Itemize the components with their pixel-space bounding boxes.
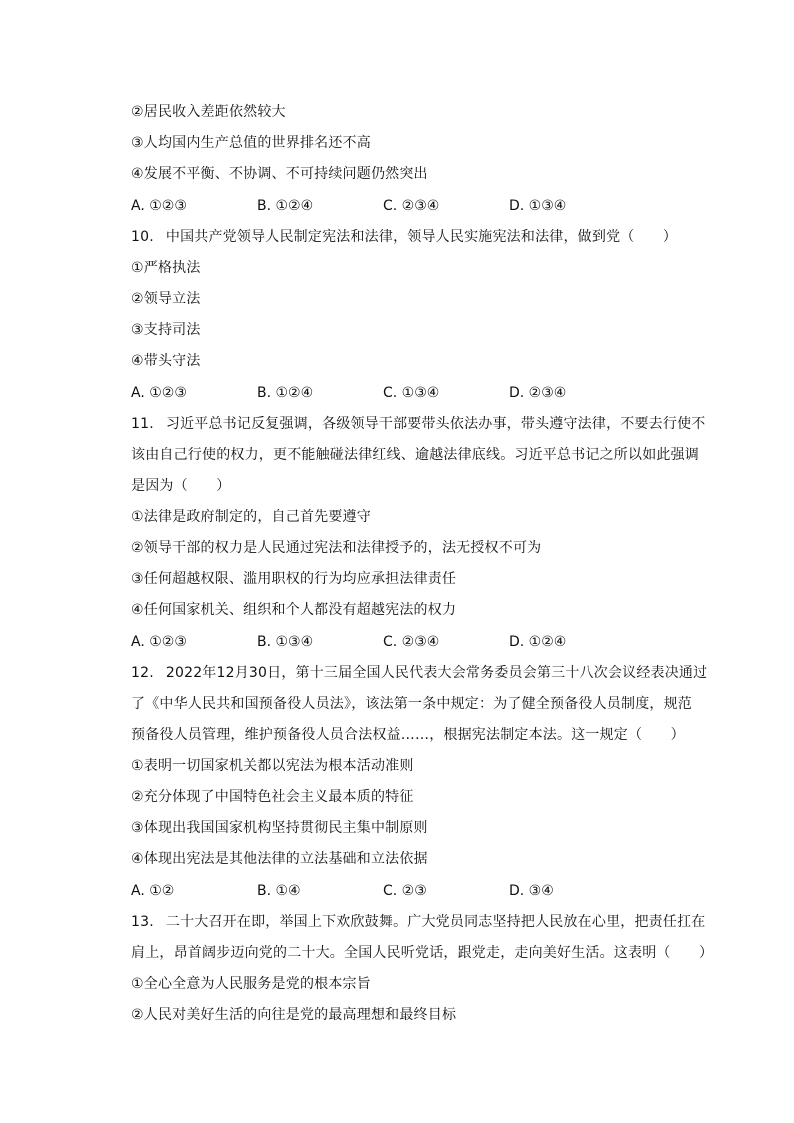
q12-stem-text-1: 2022年12月30日，第十三届全国人民代表大会常务委员会第三十八次会议经表决通过 — [165, 665, 708, 681]
q12-choice-a[interactable]: A. ①② — [131, 883, 175, 899]
q13-stem-line-2: 肩上，昂首阔步迈向党的二十大。全国人民听党话，跟党走，走向美好生活。这表明（ ） — [131, 945, 714, 961]
q9-option-3: ③人均国内生产总值的世界排名还不高 — [131, 135, 371, 151]
q11-option-1: ①法律是政府制定的，自己首先要遵守 — [131, 509, 371, 525]
q12-number: 12. — [131, 665, 154, 681]
q10-choice-c[interactable]: C. ①③④ — [383, 385, 440, 401]
q11-option-4: ④任何国家机关、组织和个人都没有超越宪法的权力 — [131, 602, 457, 618]
q9-choice-a[interactable]: A. ①②③ — [131, 198, 187, 214]
q12-stem-line-2: 了《中华人民共和国预备役人员法》，该法第一条中规定：为了健全预备役人员制度，规范 — [131, 696, 692, 712]
q10-stem-text: 中国共产党领导人民制定宪法和法律，领导人民实施宪法和法律，做到党（ ） — [165, 229, 678, 245]
q13-option-2: ②人民对美好生活的向往是党的最高理想和最终目标 — [131, 1007, 457, 1023]
q12-choice-c[interactable]: C. ②③ — [383, 883, 427, 899]
q11-option-2: ②领导干部的权力是人民通过宪法和法律授予的，法无授权不可为 — [131, 540, 542, 556]
q9-choice-b[interactable]: B. ①②④ — [257, 198, 314, 214]
q11-number: 11. — [131, 416, 154, 432]
q11-stem-text-1: 习近平总书记反复强调，各级领导干部要带头依法办事，带头遵守法律，不要去行使不 — [165, 416, 706, 432]
q10-option-2: ②领导立法 — [131, 291, 201, 307]
q10-choice-d[interactable]: D. ②③④ — [509, 385, 567, 401]
q12-stem-line-1 — [131, 663, 707, 683]
q11-stem-line-3: 是因为（ ） — [131, 478, 231, 494]
q11-choice-c[interactable]: C. ②③④ — [383, 634, 440, 650]
q10-option-4: ④带头守法 — [131, 353, 201, 369]
q9-choice-c[interactable]: C. ②③④ — [383, 198, 440, 214]
q10-number: 10. — [131, 229, 154, 245]
q13-stem-text-1: 二十大召开在即，举国上下欢欣鼓舞。广大党员同志坚持把人民放在心里，把责任扛在 — [165, 914, 706, 930]
q10-option-1: ①严格执法 — [131, 260, 201, 276]
q11-choice-b[interactable]: B. ①③④ — [257, 634, 314, 650]
q12-stem-line-3: 预备役人员管理，维护预备役人员合法权益……，根据宪法制定本法。这一规定（ ） — [131, 727, 685, 743]
q13-option-1: ①全心全意为人民服务是党的根本宗旨 — [131, 976, 371, 992]
q12-option-2: ②充分体现了中国特色社会主义最本质的特征 — [131, 789, 414, 805]
q11-stem-line-2: 该由自己行使的权力，更不能触碰法律红线、逾越法律底线。习近平总书记之所以如此强调 — [131, 447, 699, 463]
q11-choice-a[interactable]: A. ①②③ — [131, 634, 187, 650]
q9-option-2: ②居民收入差距依然较大 — [131, 104, 286, 120]
q11-stem-line-1 — [131, 414, 705, 434]
q10-stem — [131, 227, 677, 247]
q11-choice-d[interactable]: D. ①②④ — [509, 634, 567, 650]
q12-choice-d[interactable]: D. ③④ — [509, 883, 554, 899]
q9-choice-d[interactable]: D. ①③④ — [509, 198, 567, 214]
q10-choice-b[interactable]: B. ①②④ — [257, 385, 314, 401]
q10-choice-a[interactable]: A. ①②③ — [131, 385, 187, 401]
q13-number: 13. — [131, 914, 154, 930]
q12-choice-b[interactable]: B. ①④ — [257, 883, 301, 899]
q10-option-3: ③支持司法 — [131, 322, 201, 338]
q12-option-1: ①表明一切国家机关都以宪法为根本活动准则 — [131, 758, 414, 774]
q13-stem-line-1 — [131, 912, 705, 932]
q9-option-4: ④发展不平衡、不协调、不可持续问题仍然突出 — [131, 166, 428, 182]
q12-option-3: ③体现出我国国家机构坚持贯彻民主集中制原则 — [131, 820, 428, 836]
q12-option-4: ④体现出宪法是其他法律的立法基础和立法依据 — [131, 851, 428, 867]
q11-option-3: ③任何超越权限、滥用职权的行为均应承担法律责任 — [131, 571, 457, 587]
